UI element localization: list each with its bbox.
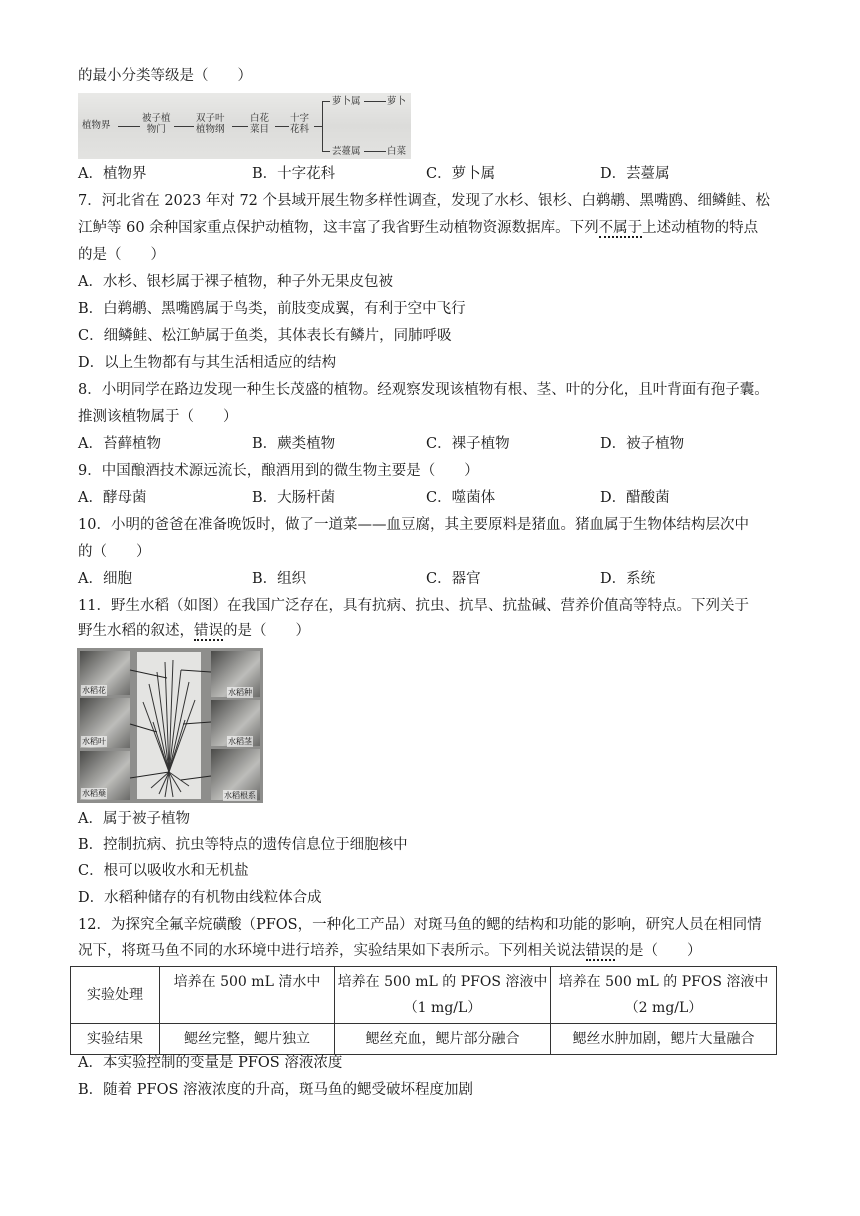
table-cell: 培养在 500 mL 的 PFOS 溶液中 （2 mg/L）	[551, 967, 777, 1024]
q11-option-a[interactable]: A．属于被子植物	[78, 811, 190, 827]
table-cell: 鳃丝充血，鳃片部分融合	[335, 1024, 551, 1055]
table-cell: 实验结果	[71, 1024, 160, 1055]
q8-stem-line1: 8．小明同学在路边发现一种生长茂盛的植物。经观察发现该植物有根、茎、叶的分化，且叶背面有孢子囊。	[78, 382, 769, 398]
rice-tiller-label: 水稻蘖	[82, 789, 106, 798]
q7-option-a[interactable]: A．水杉、银杉属于裸子植物，种子外无果皮包被	[78, 274, 393, 290]
table-row	[71, 1024, 777, 1055]
q9-option-d[interactable]: D．醋酸菌	[600, 490, 670, 506]
q7-stem-line1: 7．河北省在 2023 年对 72 个县域开展生物多样性调查，发现了水杉、银杉、白鹈鹕、黑嘴鸥、细鳞鲑、松	[78, 193, 771, 209]
q7-option-c[interactable]: C．细鳞鲑、松江鲈属于鱼类，其体表长有鳞片，同肺呼吸	[78, 328, 452, 344]
rice-figure	[77, 648, 263, 803]
q11-emphasis: 错误	[194, 623, 223, 639]
q6-stem: 的最小分类等级是（ ）	[78, 68, 252, 84]
q10-stem-line1: 10．小明的爸爸在准备晚饭时，做了一道菜——血豆腐，其主要原料是猪血。猪血属于生物体结构层次中	[78, 517, 749, 533]
q10-option-b[interactable]: B．组织	[252, 571, 307, 587]
fig-node-order: 白花 菜目	[250, 113, 270, 135]
q9-option-b[interactable]: B．大肠杆菌	[252, 490, 336, 506]
q9-options	[78, 488, 798, 508]
q8-option-a[interactable]: A．苔藓植物	[78, 436, 161, 452]
rice-root-label: 水稻根系	[224, 791, 256, 800]
rice-figure-arrows	[77, 648, 263, 803]
q6-option-a[interactable]: A．植物界	[78, 166, 147, 182]
q12-option-a[interactable]: A．本实验控制的变量是 PFOS 溶液浓度	[78, 1055, 343, 1071]
rice-stem-label: 水稻茎	[228, 737, 252, 746]
q8-option-b[interactable]: B．蕨类植物	[252, 436, 336, 452]
q9-option-c[interactable]: C．噬菌体	[426, 490, 496, 506]
q8-option-d[interactable]: D．被子植物	[600, 436, 685, 452]
q7-option-b[interactable]: B．白鹈鹕、黑嘴鸥属于鸟类，前肢变成翼，有利于空中飞行	[78, 301, 466, 317]
q10-option-a[interactable]: A．细胞	[78, 571, 132, 587]
q8-stem-line2: 推测该植物属于（ ）	[78, 409, 238, 425]
q9-option-a[interactable]: A．酵母菌	[78, 490, 147, 506]
q7-option-d[interactable]: D．以上生物都有与其生活相适应的结构	[78, 355, 337, 371]
q11-option-c[interactable]: C．根可以吸收水和无机盐	[78, 863, 249, 879]
q12-option-b[interactable]: B．随着 PFOS 溶液浓度的升高，斑马鱼的鳃受破坏程度加剧	[78, 1082, 474, 1098]
fig-node-genus-raphanus: 萝卜属	[332, 96, 361, 107]
q7-stem-line3: 的是（ ）	[78, 247, 165, 263]
q10-options	[78, 569, 798, 589]
table-cell: 培养在 500 mL 的 PFOS 溶液中 （1 mg/L）	[335, 967, 551, 1024]
experiment-table	[70, 966, 777, 1055]
table-cell: 培养在 500 mL 清水中	[160, 967, 335, 1024]
fig-node-family: 十字 花科	[290, 113, 310, 135]
table-cell: 鳃丝水肿加剧，鳃片大量融合	[551, 1024, 777, 1055]
fig-node-class: 双子叶 植物纲	[196, 113, 225, 135]
q6-options	[78, 164, 798, 184]
q11-stem-line2: 野生水稻的叙述，错误的是（ ）	[78, 623, 310, 639]
q12-stem-line2: 况下，将斑马鱼不同的水环境中进行培养，实验结果如下表所示。下列相关说法错误的是（ ）	[78, 943, 702, 959]
q12-emphasis: 错误	[585, 943, 615, 959]
fig-node-phylum: 被子植 物门	[142, 113, 171, 135]
q11-option-b[interactable]: B．控制抗病、抗虫等特点的遗传信息位于细胞核中	[78, 837, 408, 853]
fig-node-genus-brassica: 芸薹属	[332, 146, 361, 157]
table-row	[71, 967, 777, 1024]
q10-option-d[interactable]: D．系统	[600, 571, 656, 587]
rice-seed-label: 水稻种	[228, 688, 252, 697]
table-cell: 实验处理	[71, 967, 160, 1024]
table-cell: 鳃丝完整，鳃片独立	[160, 1024, 335, 1055]
q11-stem-line1: 11．野生水稻（如图）在我国广泛存在，具有抗病、抗虫、抗旱、抗盐碱、营养价值高等特点。下列关于	[78, 598, 749, 614]
classification-figure	[78, 93, 411, 159]
rice-flower-label: 水稻花	[82, 686, 106, 695]
q10-option-c[interactable]: C．器官	[426, 571, 481, 587]
q9-stem: 9．中国酿酒技术源远流长，酿酒用到的微生物主要是（ ）	[78, 463, 479, 479]
fig-node-cabbage: 白菜	[387, 146, 407, 157]
rice-leaf-label: 水稻叶	[82, 737, 106, 746]
q12-stem-line1: 12．为探究全氟辛烷磺酸（PFOS，一种化工产品）对斑马鱼的鳃的结构和功能的影响，研究人员在相同情	[78, 917, 762, 933]
q8-option-c[interactable]: C．裸子植物	[426, 436, 510, 452]
q11-option-d[interactable]: D．水稻种储存的有机物由线粒体合成	[78, 890, 322, 906]
q7-emphasis: 不属于	[598, 220, 643, 236]
fig-node-kingdom: 植物界	[82, 120, 111, 131]
q8-options	[78, 434, 798, 454]
q6-option-d[interactable]: D．芸薹属	[600, 166, 670, 182]
q6-option-b[interactable]: B．十字花科	[252, 166, 336, 182]
fig-node-radish: 萝卜	[387, 96, 407, 107]
q6-option-c[interactable]: C．萝卜属	[426, 166, 496, 182]
q10-stem-line2: 的（ ）	[78, 544, 151, 560]
q7-stem-line2: 江鲈等 60 余种国家重点保护动植物，这丰富了我省野生动植物资源数据库。下列不属于上述动植物的特点	[78, 220, 759, 236]
